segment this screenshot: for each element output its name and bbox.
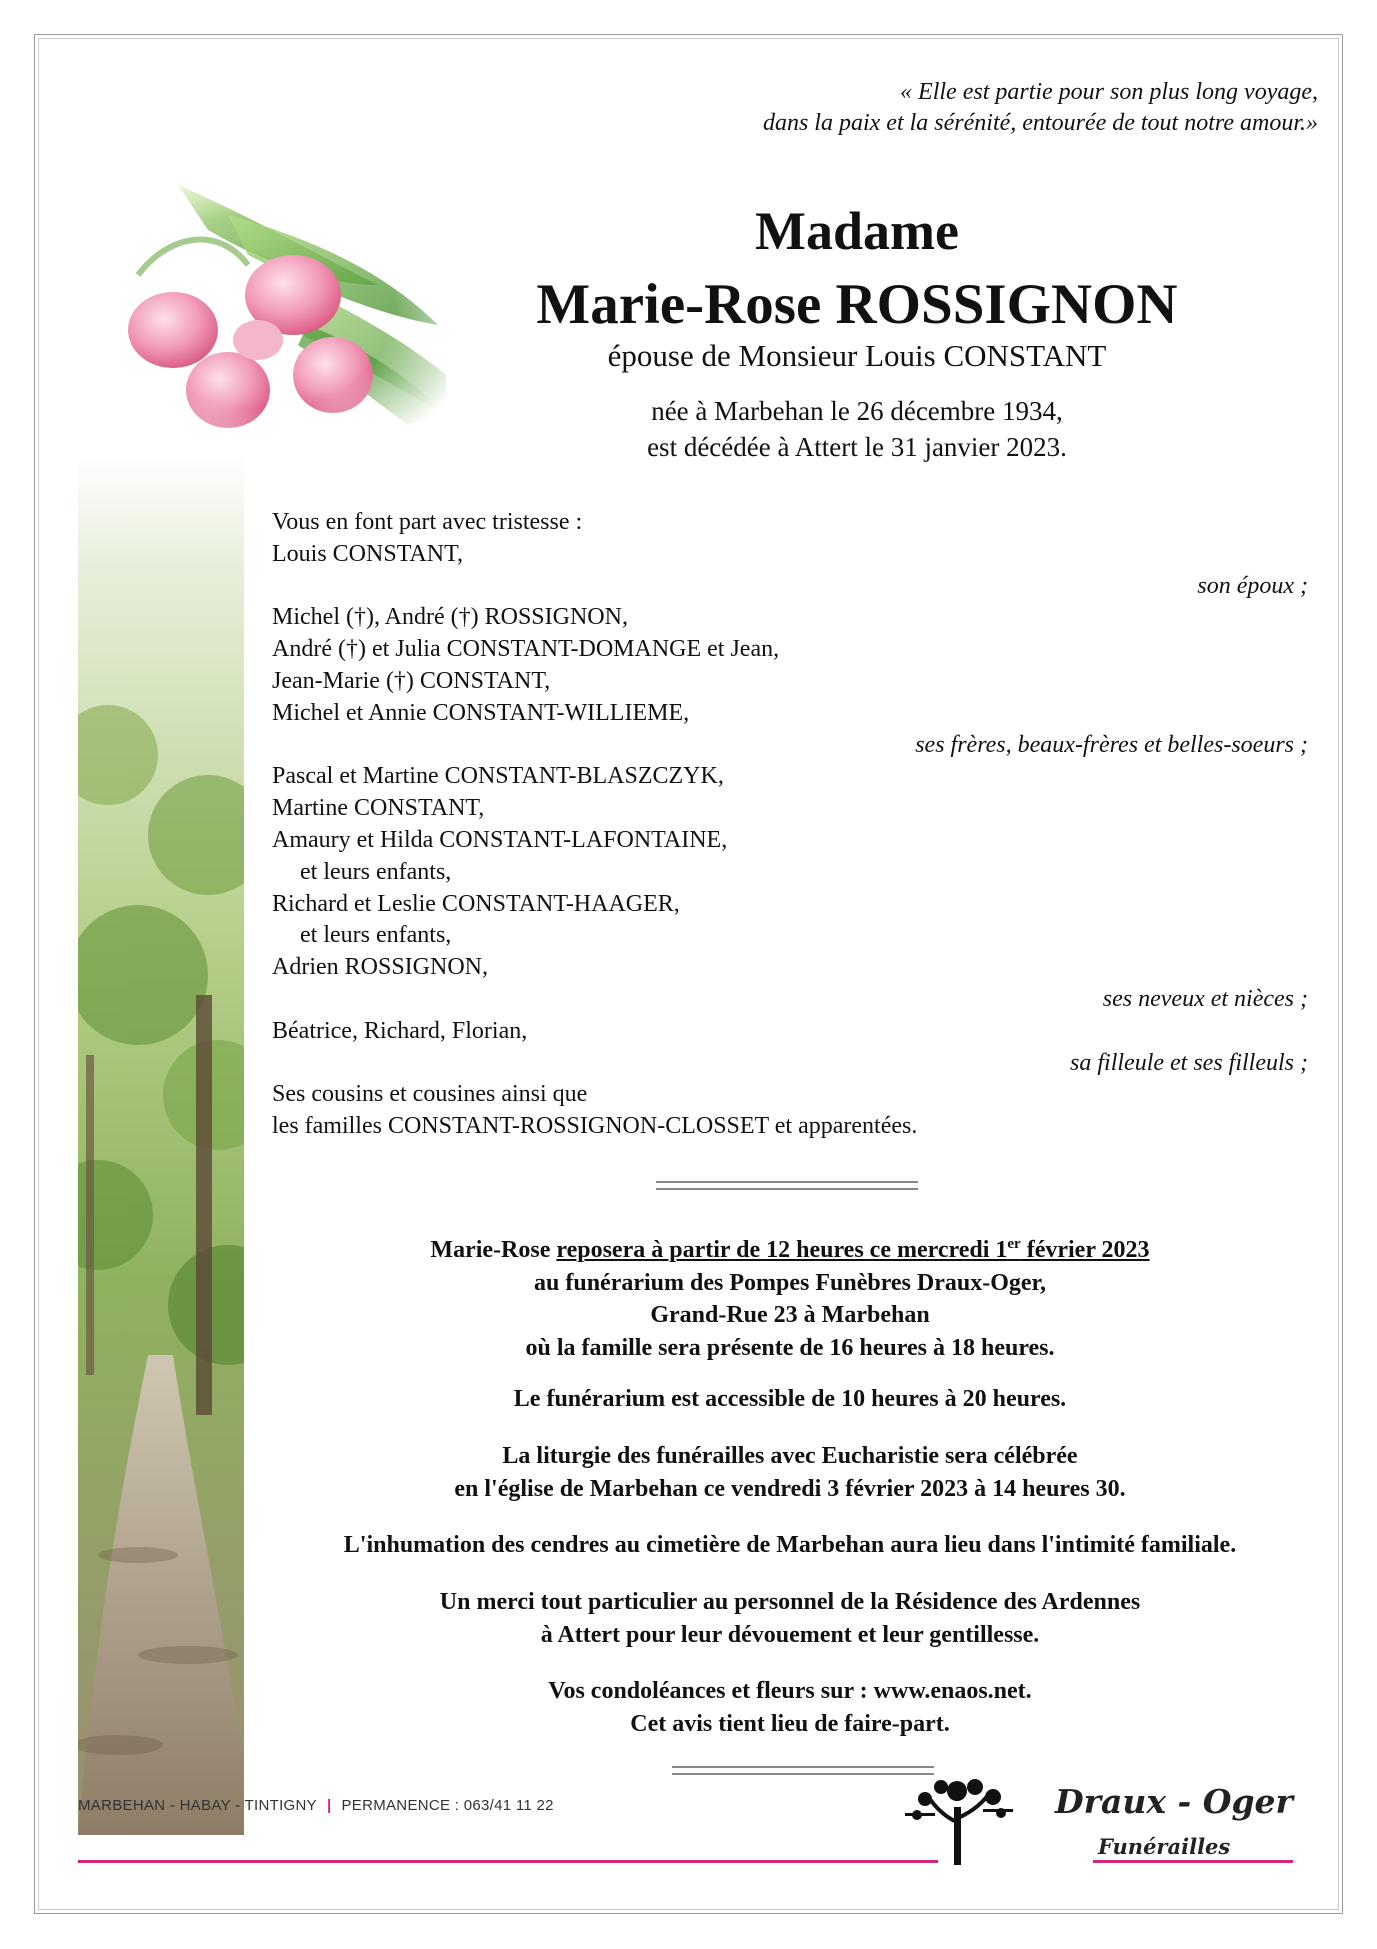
condolences-info (262, 1675, 1318, 1740)
family-member: Michel et Annie CONSTANT-WILLIEME, (272, 699, 690, 726)
epigraph-quote (418, 77, 1318, 139)
divider (672, 1766, 934, 1775)
visitation-line: Grand-Rue 23 à Marbehan (650, 1302, 930, 1328)
relationship-label: ses neveux et nièces ; (1102, 985, 1308, 1012)
quote-line: dans la paix et la sérénité, entourée de tout notre amour.» (762, 110, 1318, 136)
family-member: Adrien ROSSIGNON, (272, 954, 488, 981)
footer-locations: MARBEHAN - HABAY - TINTIGNY (78, 1797, 317, 1814)
visitation-line: où la famille sera présente de 16 heures à 18 heures. (525, 1334, 1055, 1361)
thanks-info (262, 1586, 1318, 1651)
quote-line: « Elle est partie pour son plus long voyage, (900, 79, 1318, 105)
footer-contact (78, 1797, 554, 1814)
footer-separator: | (326, 1797, 332, 1814)
family-list (272, 507, 1312, 1143)
birth-death-info (447, 393, 1267, 465)
relationship-label: sa filleule et ses filleuls ; (1070, 1049, 1308, 1076)
family-member: Ses cousins et cousines ainsi que (272, 1081, 588, 1108)
visitation-line (262, 1228, 1318, 1267)
visitation-date: reposera à partir de 12 heures ce mercredi 1er février 2023 (556, 1236, 1150, 1263)
liturgy-line: en l'église de Marbehan ce vendredi 3 février 2023 à 14 heures 30. (454, 1475, 1126, 1502)
title-honorific: Madame (755, 201, 959, 261)
deceased-first-name: Marie-Rose (430, 1237, 551, 1263)
family-member: et leurs enfants, (300, 922, 452, 949)
family-member: les familles CONSTANT-ROSSIGNON-CLOSSET et apparentées. (272, 1113, 918, 1140)
relationship-label: son époux ; (1197, 572, 1308, 599)
death-line: est décédée à Attert le 31 janvier 2023. (647, 432, 1067, 462)
family-member: Amaury et Hilda CONSTANT-LAFONTAINE, (272, 826, 728, 853)
footer-phone: PERMANENCE : 063/41 11 22 (341, 1797, 554, 1814)
intro-line: Vous en font part avec tristesse : (272, 509, 583, 535)
thanks-line: à Attert pour leur dévouement et leur gentillesse. (540, 1621, 1040, 1648)
family-member: Louis CONSTANT, (272, 540, 463, 567)
family-member: Richard et Leslie CONSTANT-HAAGER, (272, 890, 680, 917)
family-member: Jean-Marie (†) CONSTANT, (272, 667, 551, 694)
family-member: et leurs enfants, (300, 858, 452, 885)
condolences-line: Vos condoléances et fleurs sur : www.enaos.net. (548, 1678, 1032, 1704)
liturgy-line: La liturgie des funérailles avec Eucharistie sera célébrée (502, 1443, 1078, 1469)
thanks-line: Un merci tout particulier au personnel de la Résidence des Ardennes (439, 1589, 1141, 1615)
tulips-image (78, 175, 446, 447)
burial-info (262, 1529, 1318, 1562)
family-member: Michel (†), André (†) ROSSIGNON, (272, 604, 628, 631)
relationship-label: ses frères, beaux-frères et belles-soeurs ; (915, 731, 1308, 758)
tree-logo-icon (905, 1777, 1015, 1867)
footer-accent-line (1093, 1860, 1293, 1863)
hours-line: Le funérarium est accessible de 10 heures à 20 heures. (513, 1386, 1067, 1412)
brand-subtitle: Funérailles (1098, 1834, 1231, 1859)
funerarium-hours (262, 1383, 1318, 1416)
liturgy-info (262, 1440, 1318, 1505)
condolences-line: Cet avis tient lieu de faire-part. (630, 1710, 950, 1737)
divider (656, 1181, 918, 1190)
family-member: André (†) et Julia CONSTANT-DOMANGE et Jean, (272, 636, 780, 663)
burial-line: L'inhumation des cendres au cimetière de Marbehan aura lieu dans l'intimité familiale. (343, 1532, 1237, 1558)
spouse-line: épouse de Monsieur Louis CONSTANT (607, 338, 1107, 373)
family-member: Pascal et Martine CONSTANT-BLASZCZYK, (272, 763, 724, 790)
brand-name: Draux - Oger (1055, 1782, 1293, 1821)
birth-line: née à Marbehan le 26 décembre 1934, (651, 396, 1063, 426)
footer-accent-line (78, 1860, 938, 1863)
visitation-line: au funérarium des Pompes Funèbres Draux-Oger, (534, 1269, 1046, 1296)
visitation-info (262, 1228, 1318, 1364)
family-member: Martine CONSTANT, (272, 795, 485, 822)
deceased-name: Marie-Rose ROSSIGNON (536, 273, 1178, 336)
forest-path-image (78, 455, 244, 1835)
family-member: Béatrice, Richard, Florian, (272, 1017, 528, 1044)
